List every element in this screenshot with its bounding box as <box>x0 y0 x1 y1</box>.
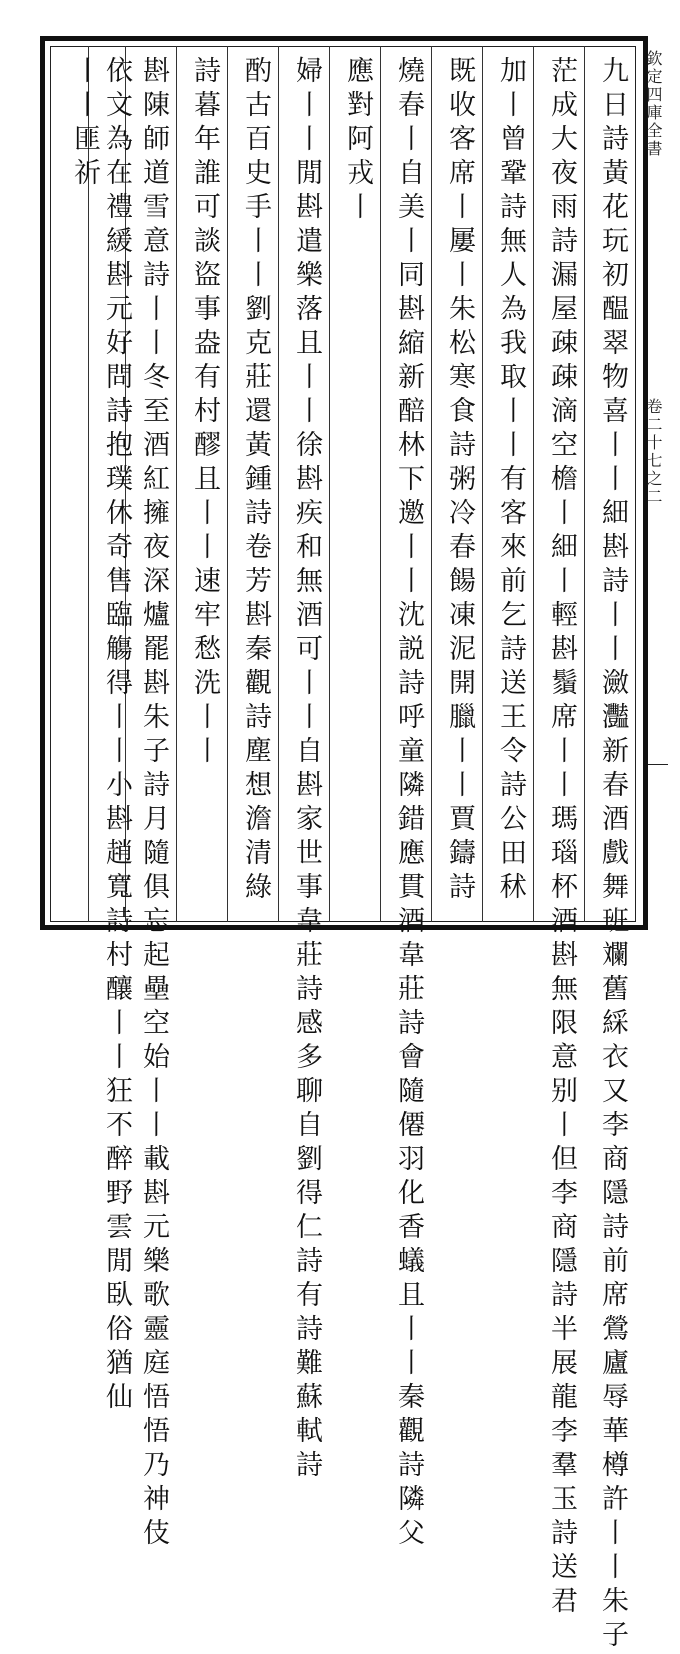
text-column-11: 依文為在禮緩斟元好問詩抱璞休奇售臨觴得丨丨小斟趙寬詩村釀丨丨狂不醉野雲閒臥俗猶仙 <box>101 56 132 1416</box>
text-column-9: 詩暮年誰可談盜事盎有村醪且丨丨速牢愁洗丨丨 <box>189 56 220 770</box>
text-column-7: 婦丨丨閒斟遣樂落且丨丨徐斟疾和無酒可丨丨自斟家世事韋莊詩感多聊自劉得仁詩有詩難蘇軾詩 <box>291 56 322 1484</box>
text-column-5: 燒春丨自美丨同斟縮新醅林下邀丨丨沈説詩呼童隣錯應貫酒韋莊詩會隨僊羽化香蟻且丨丨秦觀詩隣父 <box>393 56 424 1552</box>
text-column-6: 應對阿戎丨 <box>342 56 373 226</box>
volume-number: 卷二十七之二 <box>644 398 663 506</box>
margin-header <box>638 50 668 506</box>
text-column-4: 既收客席丨屢丨朱松寒食詩粥冷春餳凍泥開臘丨丨賈鑄詩 <box>444 56 475 906</box>
text-column-8: 酌古百史手丨丨劉克莊還黃鍾詩卷芳斟秦觀詩塵想澹清綠 <box>240 56 271 906</box>
text-column-10: 斟陳師道雪意詩丨丨冬至酒紅擁夜深爐罷斟朱子詩月隨俱忘起壘空始丨丨載斟元樂歌靈庭悟悟乃神伎 <box>138 56 169 1552</box>
margin-fishtail-mark <box>648 764 668 765</box>
text-column-2: 茫成大夜雨詩漏屋疎疎滴空檐丨細丨輕斟鬚席丨丨瑪瑙杯酒斟無限意别丨但李商隱詩半展龍李羣玉詩送君 <box>546 56 577 1620</box>
text-column-1: 九日詩黃花玩初醖翠物喜丨丨細斟詩丨丨瀲灩新春酒戲舞班斕舊綵衣又李商隱詩前席鶯廬辱華樽許丨丨朱子 <box>597 56 628 1654</box>
text-column-3: 加丨曾鞏詩無人為我取丨丨有客來前乞詩送王令詩公田秫 <box>495 56 526 906</box>
text-column-12: 丨丨匪祈 <box>69 56 100 192</box>
book-title: 欽定四庫全書 <box>644 50 663 158</box>
